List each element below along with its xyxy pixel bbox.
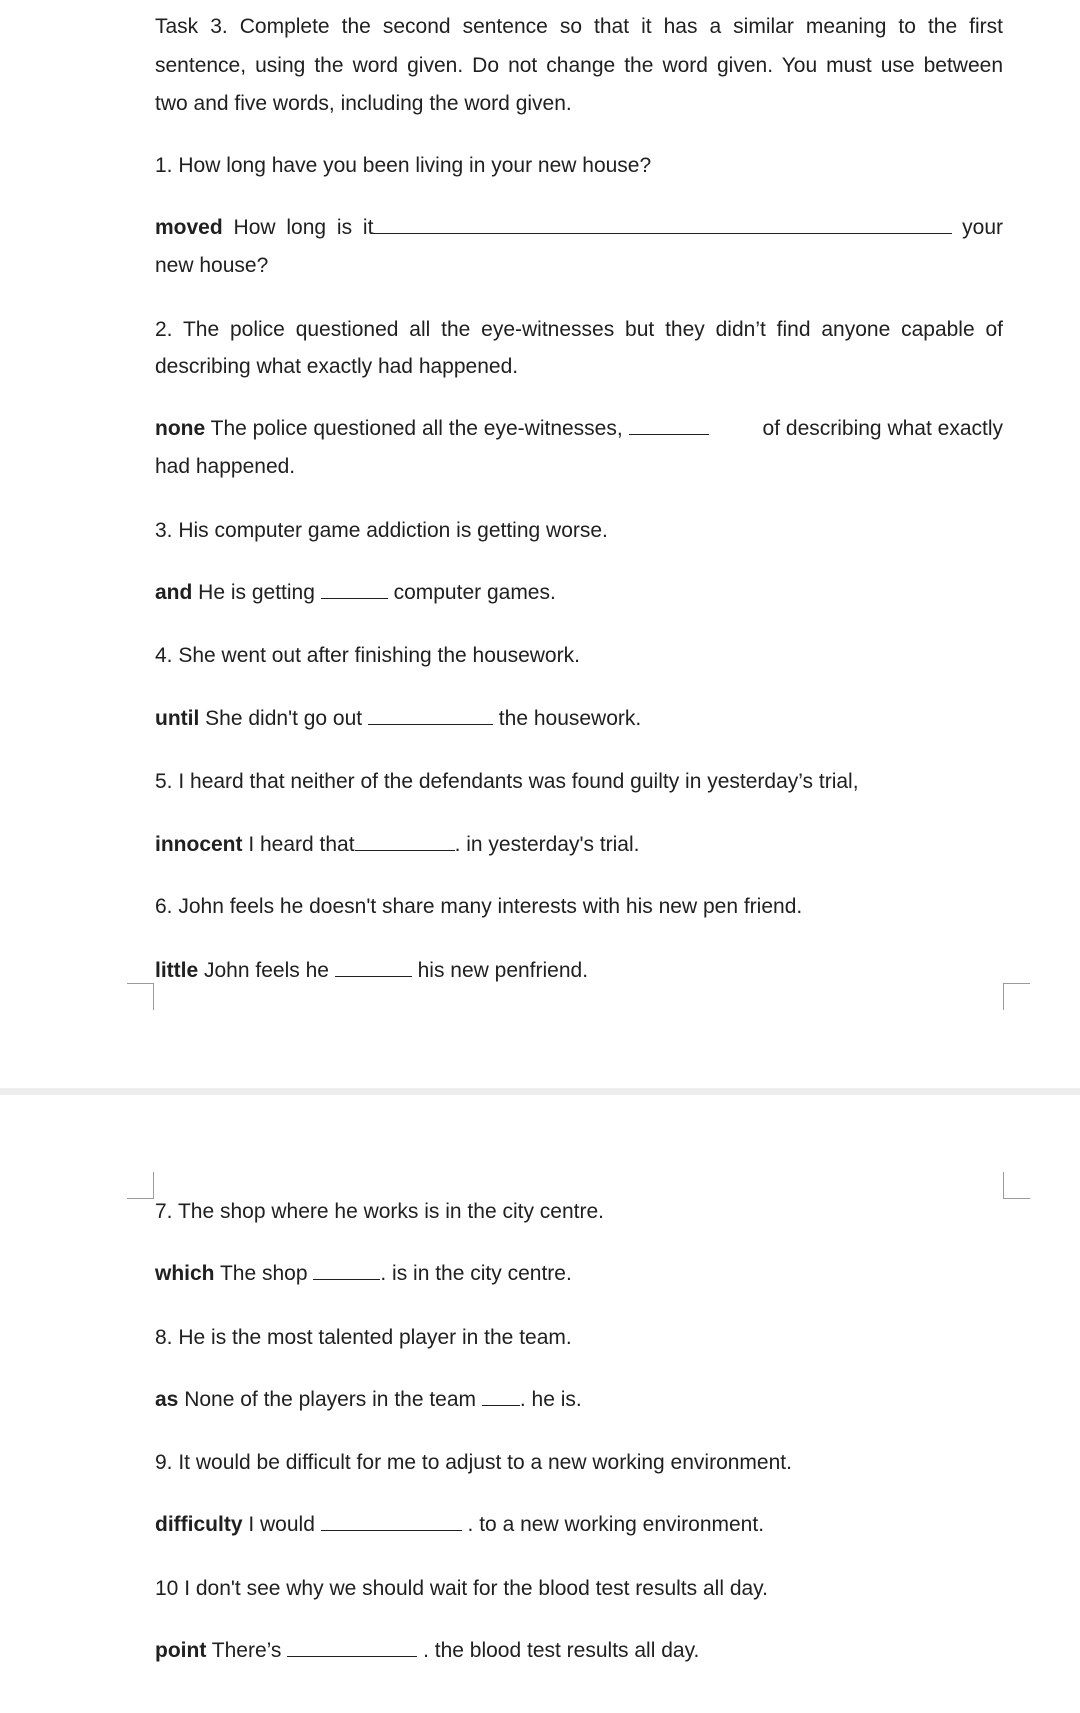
question-5: 5. I heard that neither of the defendants was found guilty in yesterday’s trial, <box>155 770 859 793</box>
answer-1-continuation: new house? <box>155 254 269 277</box>
keyword: until <box>155 707 200 730</box>
answer-blank[interactable] <box>629 416 709 435</box>
margin-corner-mark <box>127 983 154 1010</box>
keyword: difficulty <box>155 1513 243 1536</box>
keyword: none <box>155 417 206 440</box>
keyword: and <box>155 581 193 604</box>
question-1: 1. How long have you been living in your new house? <box>155 154 652 177</box>
margin-corner-mark <box>127 1172 154 1199</box>
answer-blank[interactable] <box>321 1512 462 1531</box>
question-10: 10 I don't see why we should wait for the blood test results all day. <box>155 1577 768 1600</box>
answer-6 <box>155 958 1003 984</box>
keyword: little <box>155 959 199 982</box>
question-3: 3. His computer game addiction is getting worse. <box>155 519 608 542</box>
answer-text: The police questioned all the eye-witnesses, <box>205 417 629 440</box>
keyword: moved <box>155 216 223 239</box>
answer-blank[interactable] <box>482 1387 520 1406</box>
keyword: innocent <box>155 833 243 856</box>
answer-text: There’s <box>206 1639 288 1662</box>
answer-text: . he is. <box>519 1388 582 1411</box>
answer-text: How long is it <box>222 216 374 239</box>
margin-corner-mark <box>1003 983 1030 1010</box>
answer-blank[interactable] <box>287 1638 417 1657</box>
answer-text: of describing what exactly <box>756 417 1003 440</box>
page-separator <box>0 1088 1080 1095</box>
answer-blank[interactable] <box>321 580 388 599</box>
answer-8 <box>155 1387 1003 1413</box>
answer-9 <box>155 1512 1003 1538</box>
answer-1 <box>155 215 1003 241</box>
answer-text: . to a new working environment. <box>461 1513 765 1536</box>
keyword: as <box>155 1388 179 1411</box>
keyword: which <box>155 1262 215 1285</box>
answer-text: John feels he <box>198 959 335 982</box>
answer-3 <box>155 580 1003 606</box>
task-instructions-line-1: Task 3. Complete the second sentence so that it has a similar meaning to the first <box>155 15 1003 38</box>
answer-blank[interactable] <box>368 706 493 725</box>
answer-text: I would <box>242 1513 321 1536</box>
answer-text: his new penfriend. <box>411 959 589 982</box>
question-4: 4. She went out after finishing the housework. <box>155 644 580 667</box>
answer-text: . is in the city centre. <box>380 1262 572 1285</box>
answer-2-continuation: had happened. <box>155 455 296 478</box>
answer-text: . the blood test results all day. <box>417 1639 700 1662</box>
answer-blank[interactable] <box>355 832 455 851</box>
answer-text: He is getting <box>192 581 321 604</box>
question-2-line-1: 2. The police questioned all the eye-witnesses but they didn’t find anyone capable of <box>155 318 1003 341</box>
answer-text: . in yesterday's trial. <box>454 833 640 856</box>
answer-text: computer games. <box>387 581 556 604</box>
margin-corner-mark <box>1003 1172 1030 1199</box>
answer-4 <box>155 706 1003 732</box>
answer-blank[interactable] <box>373 215 952 234</box>
answer-text: your <box>956 216 1003 239</box>
task-instructions-line-2: sentence, using the word given. Do not change the word given. You must use between <box>155 54 1003 77</box>
task-instructions-line-3: two and five words, including the word given. <box>155 92 572 115</box>
answer-text: I heard that <box>242 833 355 856</box>
question-6: 6. John feels he doesn't share many interests with his new pen friend. <box>155 895 803 918</box>
answer-5 <box>155 832 1003 858</box>
answer-text: She didn't go out <box>199 707 368 730</box>
answer-2 <box>155 416 1003 442</box>
answer-10 <box>155 1638 1003 1664</box>
question-2-line-2: describing what exactly had happened. <box>155 355 519 378</box>
answer-text: None of the players in the team <box>178 1388 482 1411</box>
question-7: 7. The shop where he works is in the city centre. <box>155 1200 604 1223</box>
answer-blank[interactable] <box>335 958 412 977</box>
answer-text: The shop <box>214 1262 314 1285</box>
answer-blank[interactable] <box>313 1261 380 1280</box>
answer-7 <box>155 1261 1003 1287</box>
question-8: 8. He is the most talented player in the team. <box>155 1326 572 1349</box>
keyword: point <box>155 1639 207 1662</box>
question-9: 9. It would be difficult for me to adjust to a new working environment. <box>155 1451 792 1474</box>
answer-text: the housework. <box>492 707 642 730</box>
